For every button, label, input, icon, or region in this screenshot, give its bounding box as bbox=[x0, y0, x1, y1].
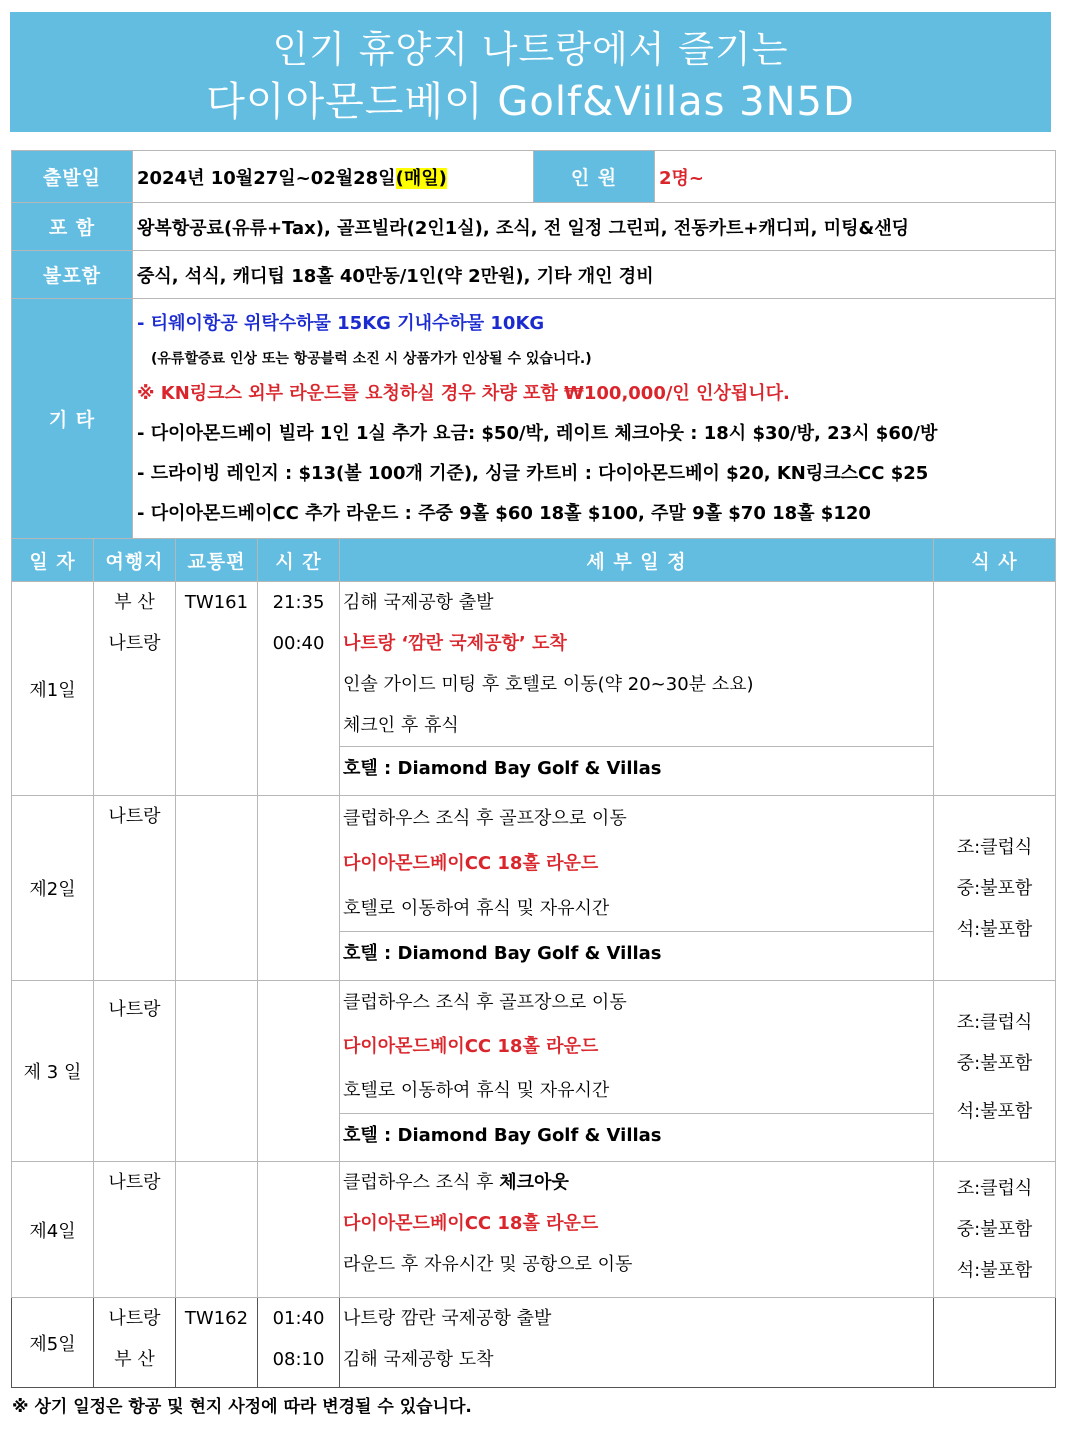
baggage-note: - 티웨이항공 위탁수하물 15KG 기내수하물 10KG bbox=[137, 312, 545, 334]
place: 부 산 bbox=[114, 1349, 155, 1370]
place: 나트랑 bbox=[108, 1172, 161, 1193]
surcharge-note: (유류할증료 인상 또는 항공블럭 소진 시 상품가가 인상될 수 있습니다.) bbox=[151, 350, 592, 367]
place: 나트랑 bbox=[108, 999, 161, 1020]
activity-highlight: 나트랑 ‘깜란 국제공항’ 도착 bbox=[343, 633, 567, 654]
header-details: 세 부 일 정 bbox=[340, 539, 934, 582]
departure-value bbox=[133, 151, 534, 203]
table-row bbox=[12, 582, 1056, 796]
departure-dates: 2024년 10월27일~02월28일 bbox=[137, 167, 396, 189]
banner-title-line2: 다이아몬드베이 Golf&Villas 3N5D bbox=[206, 79, 855, 125]
time-cell bbox=[258, 1298, 340, 1388]
activity-highlight: 다이아몬드베이CC 18홀 라운드 bbox=[343, 853, 599, 874]
transport-cell bbox=[176, 582, 258, 796]
include-value: 왕복항공료(유류+Tax), 골프빌라(2인1실), 조식, 전 일정 그린피, 전동카트+캐디피, 미팅&샌딩 bbox=[133, 203, 1056, 251]
hotel-line: 호텔 : Diamond Bay Golf & Villas bbox=[340, 1113, 933, 1158]
place: 부 산 bbox=[114, 592, 155, 613]
meal-dinner: 석:불포함 bbox=[956, 918, 1033, 940]
flight-number: TW162 bbox=[184, 1308, 249, 1329]
details-cell bbox=[340, 796, 934, 981]
place: 나트랑 bbox=[108, 633, 161, 654]
place-cell bbox=[94, 582, 176, 796]
header-transport: 교통편 bbox=[176, 539, 258, 582]
activity-highlight: 다이아몬드베이CC 18홀 라운드 bbox=[343, 1036, 599, 1057]
activity: 클럽하우스 조식 후 골프장으로 이동 bbox=[343, 992, 627, 1013]
meal-lunch: 중:불포함 bbox=[956, 1053, 1033, 1074]
day-label: 제2일 bbox=[12, 796, 94, 981]
transport-cell bbox=[176, 1298, 258, 1388]
place-cell bbox=[94, 981, 176, 1162]
header-place: 여행지 bbox=[94, 539, 176, 582]
meal-cell bbox=[934, 1298, 1056, 1388]
transport-cell bbox=[176, 981, 258, 1162]
exclude-label: 불포함 bbox=[12, 251, 133, 299]
meal-breakfast: 조:클럽식 bbox=[956, 1012, 1033, 1033]
departure-label: 출발일 bbox=[12, 151, 133, 203]
exclude-value: 중식, 석식, 캐디팁 18홀 40만동/1인(약 2만원), 기타 개인 경비 bbox=[133, 251, 1056, 299]
flight-number: TW161 bbox=[184, 592, 249, 613]
people-value: 2명~ bbox=[655, 151, 1056, 203]
time-cell bbox=[258, 796, 340, 981]
place-cell bbox=[94, 1162, 176, 1298]
time: 08:10 bbox=[272, 1349, 325, 1370]
include-label: 포 함 bbox=[12, 203, 133, 251]
table-row bbox=[12, 1298, 1056, 1388]
banner-title-line1: 인기 휴양지 나트랑에서 즐기는 bbox=[272, 28, 789, 71]
extra-round-note: - 다이아몬드베이CC 추가 라운드 : 주중 9홀 $60 18홀 $100, 주말 9홀 $70 18홀 $120 bbox=[137, 502, 871, 524]
meal-breakfast: 조:클럽식 bbox=[956, 836, 1033, 858]
table-row bbox=[12, 981, 1056, 1162]
schedule-table bbox=[11, 538, 1056, 1388]
time-cell bbox=[258, 582, 340, 796]
activity: 김해 국제공항 출발 bbox=[343, 592, 494, 613]
details-cell bbox=[340, 582, 934, 796]
meal-lunch: 중:불포함 bbox=[956, 1219, 1033, 1240]
table-row bbox=[12, 796, 1056, 981]
place-cell bbox=[94, 1298, 176, 1388]
place: 나트랑 bbox=[108, 1308, 161, 1329]
day-label: 제4일 bbox=[12, 1162, 94, 1298]
meal-breakfast: 조:클럽식 bbox=[956, 1178, 1033, 1199]
activity: 나트랑 깜란 국제공항 출발 bbox=[343, 1308, 552, 1329]
header-time: 시 간 bbox=[258, 539, 340, 582]
etc-label: 기 타 bbox=[12, 299, 133, 539]
activity: 호텔로 이동하여 휴식 및 자유시간 bbox=[343, 1080, 610, 1101]
people-label: 인 원 bbox=[534, 151, 655, 203]
kn-links-note: ※ KN링크스 외부 라운드를 요청하실 경우 차량 포함 ₩100,000/인 인상됩니다. bbox=[137, 382, 790, 404]
meal-cell bbox=[934, 981, 1056, 1162]
day-label: 제 3 일 bbox=[12, 981, 94, 1162]
etc-notes bbox=[133, 299, 1056, 539]
activity-highlight: 다이아몬드베이CC 18홀 라운드 bbox=[343, 1213, 599, 1234]
activity: 클럽하우스 조식 후 골프장으로 이동 bbox=[343, 808, 627, 829]
hotel-line: 호텔 : Diamond Bay Golf & Villas bbox=[340, 931, 933, 976]
details-cell bbox=[340, 981, 934, 1162]
villa-fee-note: - 다이아몬드베이 빌라 1인 1실 추가 요금: $50/박, 레이트 체크아웃 : 18시 $30/방, 23시 $60/방 bbox=[137, 422, 938, 444]
time-cell bbox=[258, 1162, 340, 1298]
activity: 라운드 후 자유시간 및 공항으로 이동 bbox=[343, 1254, 633, 1275]
activity: 체크인 후 휴식 bbox=[343, 715, 459, 736]
activity bbox=[340, 1162, 933, 1203]
hotel-line: 호텔 : Diamond Bay Golf & Villas bbox=[340, 746, 933, 791]
details-cell bbox=[340, 1162, 934, 1298]
activity: 김해 국제공항 도착 bbox=[343, 1349, 494, 1370]
meal-cell bbox=[934, 582, 1056, 796]
title-banner bbox=[10, 12, 1051, 132]
transport-cell bbox=[176, 1162, 258, 1298]
time-cell bbox=[258, 981, 340, 1162]
place-cell bbox=[94, 796, 176, 981]
activity-text: 클럽하우스 조식 후 bbox=[343, 1172, 500, 1193]
header-day: 일 자 bbox=[12, 539, 94, 582]
meal-lunch: 중:불포함 bbox=[956, 877, 1033, 899]
table-row bbox=[12, 1162, 1056, 1298]
day-label: 제1일 bbox=[12, 582, 94, 796]
driving-range-note: - 드라이빙 레인지 : $13(볼 100개 기준), 싱글 카트비 : 다이아몬드베이 $20, KN링크스CC $25 bbox=[137, 462, 929, 484]
meal-dinner: 석:불포함 bbox=[956, 1101, 1033, 1122]
info-table bbox=[11, 150, 1056, 539]
time: 00:40 bbox=[272, 633, 325, 654]
header-meals: 식 사 bbox=[934, 539, 1056, 582]
checkout-text: 체크아웃 bbox=[499, 1172, 569, 1193]
transport-cell bbox=[176, 796, 258, 981]
footnote: ※ 상기 일정은 항공 및 현지 사정에 따라 변경될 수 있습니다. bbox=[12, 1397, 472, 1417]
meal-cell bbox=[934, 796, 1056, 981]
meal-dinner: 석:불포함 bbox=[956, 1260, 1033, 1281]
time: 21:35 bbox=[272, 592, 325, 613]
place: 나트랑 bbox=[108, 806, 161, 827]
time: 01:40 bbox=[272, 1308, 325, 1329]
meal-cell bbox=[934, 1162, 1056, 1298]
activity: 인솔 가이드 미팅 후 호텔로 이동(약 20~30분 소요) bbox=[343, 674, 754, 695]
activity: 호텔로 이동하여 휴식 및 자유시간 bbox=[343, 898, 610, 919]
day-label: 제5일 bbox=[12, 1298, 94, 1388]
departure-daily-badge: (매일) bbox=[395, 167, 447, 189]
details-cell bbox=[340, 1298, 934, 1388]
